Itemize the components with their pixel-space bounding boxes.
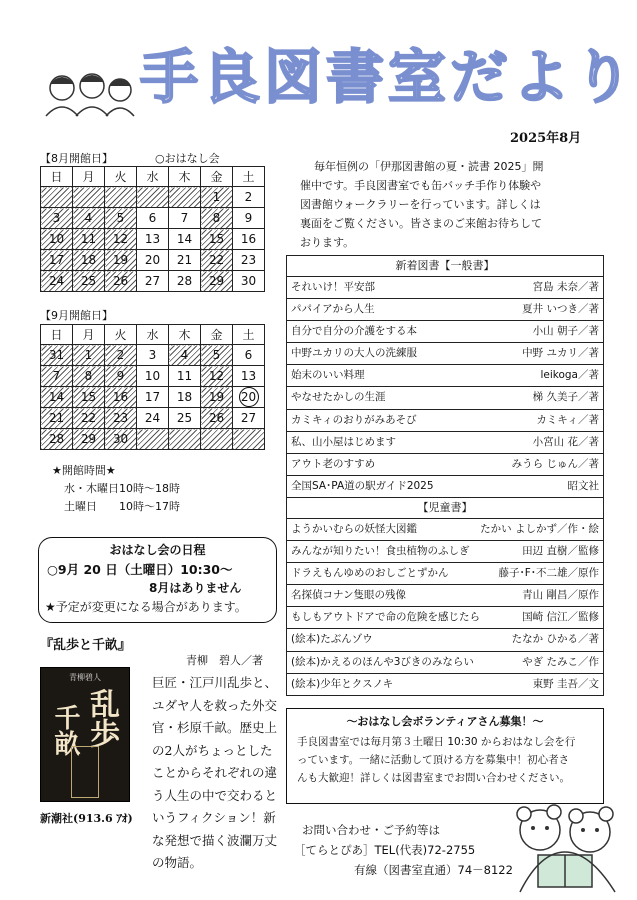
book-title: 名探偵コナン隻眼の残像 [291,589,406,602]
calendar-day: 19 [201,387,233,408]
calendar-day: 23 [105,408,137,429]
weekday-header: 土 [233,325,265,345]
calendar-day: 16 [233,229,265,250]
book-title: アウト老のすすめ [291,457,376,470]
storytime-schedule-box [38,537,277,623]
intro-line: おります。 [300,236,355,249]
book-row [287,652,603,674]
calendar-day: 14 [41,387,73,408]
calendar-day: 18 [73,250,105,271]
calendar-day [105,187,137,208]
calendar-day: 30 [233,271,265,292]
book-row [287,476,603,497]
weekday-header: 月 [73,325,105,345]
calendar-day: 9 [233,208,265,229]
calendar-day: 17 [137,387,169,408]
calendar-day: 3 [137,345,169,366]
weekday-header: 火 [105,167,137,187]
volunteer-line: 手良図書室では毎月第３土曜日 10:30 からおはなし会を行 [297,736,576,748]
calendar-day: 12 [105,229,137,250]
calendar-day: 13 [233,366,265,387]
book-author: 藤子･F･不二雄／原作 [498,567,599,580]
aug-calendar-caption: 【8月開館日】 [40,152,113,165]
cover-title-main: 乱歩 [84,688,119,748]
book-author: 梯 久美子／著 [532,391,599,404]
weekday-header: 水 [137,325,169,345]
book-title: カミキィのおりがみあそび [291,413,417,426]
calendar-day: 27 [233,408,265,429]
book-row [287,629,603,651]
calendar-day: 21 [169,250,201,271]
calendar-day: 10 [137,366,169,387]
contact-info [294,820,513,880]
book-row [287,585,603,607]
book-row [287,365,603,387]
calendar-day: 31 [41,345,73,366]
book-row [287,387,603,409]
opening-hours [52,462,180,516]
calendar-day: 11 [73,229,105,250]
book-author: 東野 圭吾／文 [532,677,599,690]
calendar-day [169,429,201,450]
calendar-day: 10 [41,229,73,250]
weekday-header: 土 [233,167,265,187]
sep-calendar-caption: 【9月開館日】 [40,309,113,322]
calendar-day: 5 [201,345,233,366]
weekday-header: 水 [137,167,169,187]
calendar-day: 17 [41,250,73,271]
calendar-day [137,429,169,450]
intro-paragraph [300,157,600,252]
storytime-august-note: 8月はありません [149,581,242,595]
newsletter-title: 手良図書室だより [140,43,637,111]
calendar-day: 2 [233,187,265,208]
book-author: たなか ひかる／著 [511,633,599,646]
hours-title: ★開館時間★ [52,464,116,477]
calendar-day: 26 [105,271,137,292]
new-books-table [286,255,604,696]
book-title: (絵本)たぶんゾウ [291,633,373,646]
featured-book-cover [40,667,130,802]
book-row [287,541,603,563]
book-row [287,321,603,343]
calendar-day: 6 [137,208,169,229]
contact-direct-line: 有線（図書室直通）74－8122 [354,863,513,877]
book-row [287,410,603,432]
calendar-day: 20 [233,387,265,408]
calendar-day: 15 [73,387,105,408]
calendar-day: 23 [233,250,265,271]
book-title: 自分で自分の介護をする本 [291,325,417,338]
book-title: 中野ユカリの大人の洗練服 [291,347,417,360]
calendar-day: 20 [137,250,169,271]
book-author: 夏井 いつき／著 [522,303,599,316]
storytime-change-note: ★予定が変更になる場合があります。 [45,600,247,614]
intro-line: 図書館ウォークラリーを行っています。詳しくは [300,198,541,211]
book-author: 小宮山 花／著 [532,435,599,448]
calendar-day: 22 [201,250,233,271]
cover-author: 青柳碧人 [69,673,101,682]
calendar-day: 19 [105,250,137,271]
calendar-day: 24 [41,271,73,292]
calendar-day: 1 [201,187,233,208]
calendar-day: 18 [169,387,201,408]
volunteer-line: っています。一緒に活動して頂ける方を募集中！初心者さ [297,754,570,766]
calendar-day: 8 [73,366,105,387]
book-title: もしもアウトドアで命の危険を感じたら [291,611,480,624]
aug-calendar [40,166,265,292]
calendar-day: 4 [73,208,105,229]
volunteer-title: ～おはなし会ボランティアさん募集！～ [346,715,544,728]
calendar-day: 7 [41,366,73,387]
calendar-day [137,187,169,208]
calendar-day: 30 [105,429,137,450]
book-author: 昭文社 [567,479,599,492]
cover-title-side: 千畝 [50,704,80,756]
calendar-day: 27 [137,271,169,292]
weekday-header: 木 [169,167,201,187]
book-title: それいけ！平安部 [291,281,375,293]
weekday-header: 月 [73,167,105,187]
calendar-day: 28 [41,429,73,450]
book-title: 私、山小屋はじめます [291,435,396,448]
featured-book-publisher: 新潮社(913.6 ｱｵ) [40,812,133,825]
featured-book-title: 『乱歩と千畝』 [40,638,132,653]
contact-phone: ［てらとぴあ］TEL(代表)72-2755 [294,843,476,857]
book-title: やなせたかしの生涯 [291,391,386,404]
calendar-day [233,429,265,450]
calendar-day: 11 [169,366,201,387]
calendar-day [169,187,201,208]
calendar-day: 15 [201,229,233,250]
book-row [287,277,603,299]
featured-book-description: 巨匠・江戸川乱歩と、ユダヤ人を救った外交官・杉原千畝。歴史上の2人がちょっとしたことからそれぞれの違う人生の中で交わるというフィクション！新な発想で描く波瀾万丈の物語。 [152,675,278,870]
book-title: ドラえもんゆめのおしごとずかん [291,567,449,580]
calendar-day: 14 [169,229,201,250]
sep-calendar [40,324,265,450]
book-author: 宮島 未奈／著 [532,281,599,293]
book-row [287,607,603,629]
calendar-day: 1 [73,345,105,366]
book-title: (絵本)かえるのほんや3びきのみならい [291,655,474,668]
calendar-day: 24 [137,408,169,429]
general-books-heading: 新着図書【一般書】 [287,256,603,277]
volunteer-recruit-box [286,708,604,804]
calendar-day: 6 [233,345,265,366]
hours-line-wed-thu: 水・木曜日10時～18時 [64,482,180,495]
intro-line: 毎年恒例の「伊那図書館の夏・読書 2025」開 [314,160,544,173]
book-author: 国崎 信江／監修 [522,611,599,624]
cover-figure-icon [71,746,99,798]
hours-line-sat: 土曜日 10時～17時 [64,500,180,513]
book-title: 全国SA･PA道の駅ガイド2025 [291,479,434,492]
book-row [287,563,603,585]
calendar-day: 25 [73,271,105,292]
intro-line: 裏面をご覧ください。皆さまのご来館お待ちして [300,217,542,230]
book-author: みうら じゅん／著 [511,457,599,470]
book-title: (絵本)少年とクスノキ [291,677,394,690]
book-row [287,343,603,365]
book-row [287,674,603,695]
book-row [287,432,603,454]
calendar-day: 16 [105,387,137,408]
children-books-heading: 【児童書】 [287,497,603,519]
book-row [287,299,603,321]
calendar-day: 28 [169,271,201,292]
book-author: カミキィ／著 [536,413,599,426]
calendar-day: 26 [201,408,233,429]
calendar-day: 9 [105,366,137,387]
calendar-day: 29 [73,429,105,450]
calendar-day: 8 [201,208,233,229]
book-title: ようかいむらの妖怪大図鑑 [291,522,417,535]
book-author: 中野 ユカリ／著 [522,347,599,360]
calendar-day: 4 [169,345,201,366]
calendar-day: 29 [201,271,233,292]
calendar-day [201,429,233,450]
calendar-day: 3 [41,208,73,229]
book-title: みんなが知りたい！食虫植物のふしぎ [291,545,470,558]
featured-book-author: 青柳 碧人／著 [186,654,263,667]
storytime-date: ○9月 20 日（土曜日）10:30～ [47,562,233,577]
book-author: 小山 朝子／著 [532,325,599,338]
book-author: たかい よしかず／作・絵 [480,522,599,535]
calendar-day: 5 [105,208,137,229]
book-author: 田辺 直樹／監修 [522,545,599,558]
weekday-header: 日 [41,167,73,187]
bears-reading-illustration-icon [510,800,625,895]
book-row [287,519,603,541]
storytime-legend: ○おはなし会 [155,152,220,165]
weekday-header: 日 [41,325,73,345]
calendar-day: 25 [169,408,201,429]
calendar-day: 13 [137,229,169,250]
book-author: やぎ たみこ／作 [522,655,599,668]
calendar-day [73,187,105,208]
calendar-day: 12 [201,366,233,387]
calendar-day: 7 [169,208,201,229]
book-author: 青山 剛昌／原作 [522,589,599,602]
weekday-header: 木 [169,325,201,345]
book-author: leikoga／著 [540,369,599,382]
calendar-day: 2 [105,345,137,366]
weekday-header: 金 [201,167,233,187]
calendar-day [41,187,73,208]
contact-intro: お問い合わせ・ご予約等は [302,823,440,837]
calendar-day: 21 [41,408,73,429]
weekday-header: 金 [201,325,233,345]
weekday-header: 火 [105,325,137,345]
book-title: パパイアから人生 [291,303,375,316]
book-title: 始末のいい料理 [291,369,365,382]
intro-line: 催中です。手良図書室でも缶バッチ手作り体験や [300,179,542,192]
calendar-day: 22 [73,408,105,429]
storytime-title: おはなし会の日程 [109,543,206,557]
book-row [287,454,603,476]
children-illustration-icon [40,66,140,118]
volunteer-line: んも大歓迎！詳しくは図書室までお問い合わせください。 [297,772,570,784]
issue-date: 2025年8月 [510,131,582,146]
